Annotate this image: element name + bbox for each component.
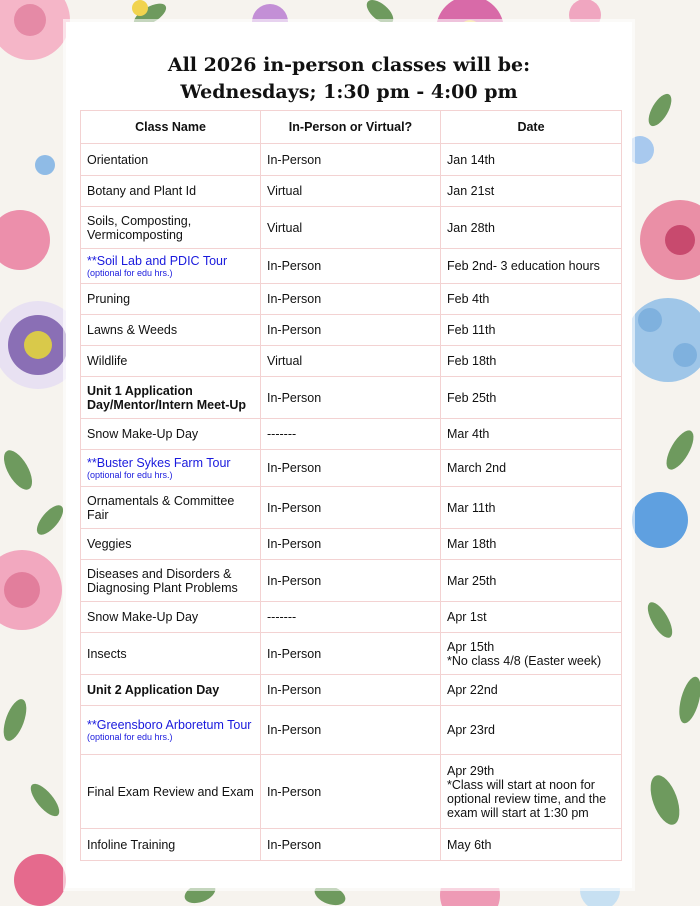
class-date: Feb 18th bbox=[441, 346, 622, 377]
class-mode: In-Person bbox=[261, 487, 441, 529]
class-date: Apr 29th bbox=[447, 763, 495, 778]
class-name: Pruning bbox=[81, 284, 261, 315]
class-mode: ------- bbox=[261, 602, 441, 633]
class-date: Feb 2nd- 3 education hours bbox=[441, 249, 622, 284]
table-row bbox=[81, 706, 622, 755]
header-mode: In-Person or Virtual? bbox=[261, 111, 441, 144]
optional-note: (optional for edu hrs.) bbox=[87, 470, 173, 480]
class-mode: In-Person bbox=[261, 284, 441, 315]
class-name: Infoline Training bbox=[81, 829, 261, 861]
table-row bbox=[81, 315, 622, 346]
date-note: *Class will start at noon for optional review time, and the exam will start at 1:30 pm bbox=[447, 777, 607, 820]
class-date: Mar 18th bbox=[441, 529, 622, 560]
class-date: Apr 1st bbox=[441, 602, 622, 633]
table-row bbox=[81, 284, 622, 315]
class-mode: In-Person bbox=[261, 144, 441, 176]
class-mode: Virtual bbox=[261, 176, 441, 207]
table-row bbox=[81, 419, 622, 450]
table-row bbox=[81, 560, 622, 602]
class-date: Apr 15th bbox=[447, 639, 495, 654]
class-date-cell bbox=[441, 755, 622, 829]
class-mode: Virtual bbox=[261, 207, 441, 249]
class-name: Insects bbox=[81, 633, 261, 675]
table-row bbox=[81, 144, 622, 176]
class-mode: In-Person bbox=[261, 450, 441, 487]
table-header-row bbox=[81, 111, 622, 144]
class-name: Botany and Plant Id bbox=[81, 176, 261, 207]
header-class-name: Class Name bbox=[81, 111, 261, 144]
class-mode: In-Person bbox=[261, 706, 441, 755]
table-row bbox=[81, 249, 622, 284]
heading-line-1: All 2026 in-person classes will be: bbox=[167, 54, 531, 76]
class-mode: In-Person bbox=[261, 377, 441, 419]
class-date: March 2nd bbox=[441, 450, 622, 487]
table-row bbox=[81, 450, 622, 487]
table-row bbox=[81, 633, 622, 675]
class-mode: In-Person bbox=[261, 829, 441, 861]
heading-line-2: Wednesdays; 1:30 pm - 4:00 pm bbox=[180, 81, 518, 103]
class-name: Unit 2 Application Day bbox=[81, 675, 261, 706]
class-mode: In-Person bbox=[261, 315, 441, 346]
class-date: Feb 4th bbox=[441, 284, 622, 315]
class-date: Feb 25th bbox=[441, 377, 622, 419]
schedule-panel bbox=[66, 22, 632, 888]
class-name: Orientation bbox=[81, 144, 261, 176]
table-row bbox=[81, 176, 622, 207]
class-name: Lawns & Weeds bbox=[81, 315, 261, 346]
class-date: May 6th bbox=[441, 829, 622, 861]
class-date: Apr 22nd bbox=[441, 675, 622, 706]
class-name-cell bbox=[81, 249, 261, 284]
class-date: Apr 23rd bbox=[441, 706, 622, 755]
class-name: Unit 1 Application Day/Mentor/Intern Meet-Up bbox=[81, 377, 261, 419]
class-name: Ornamentals & Committee Fair bbox=[81, 487, 261, 529]
class-name: Wildlife bbox=[81, 346, 261, 377]
class-date: Feb 11th bbox=[441, 315, 622, 346]
class-name-cell bbox=[81, 450, 261, 487]
table-row bbox=[81, 829, 622, 861]
optional-tour-link[interactable]: **Soil Lab and PDIC Tour bbox=[87, 254, 228, 268]
class-mode: ------- bbox=[261, 419, 441, 450]
class-name: Final Exam Review and Exam bbox=[81, 755, 261, 829]
optional-note: (optional for edu hrs.) bbox=[87, 268, 173, 278]
class-name-cell bbox=[81, 706, 261, 755]
class-name: Snow Make-Up Day bbox=[81, 602, 261, 633]
class-mode: In-Person bbox=[261, 529, 441, 560]
class-date: Mar 4th bbox=[441, 419, 622, 450]
table-row bbox=[81, 755, 622, 829]
class-date-cell bbox=[441, 633, 622, 675]
class-mode: Virtual bbox=[261, 346, 441, 377]
class-date: Mar 11th bbox=[441, 487, 622, 529]
optional-tour-link[interactable]: **Buster Sykes Farm Tour bbox=[87, 456, 231, 470]
table-row bbox=[81, 529, 622, 560]
optional-tour-link[interactable]: **Greensboro Arboretum Tour bbox=[87, 718, 252, 732]
schedule-heading bbox=[66, 52, 632, 106]
table-row bbox=[81, 377, 622, 419]
class-mode: In-Person bbox=[261, 249, 441, 284]
table-row bbox=[81, 346, 622, 377]
class-date: Jan 21st bbox=[441, 176, 622, 207]
table-row bbox=[81, 487, 622, 529]
header-date: Date bbox=[441, 111, 622, 144]
class-name: Veggies bbox=[81, 529, 261, 560]
table-row bbox=[81, 675, 622, 706]
class-mode: In-Person bbox=[261, 675, 441, 706]
class-date: Jan 28th bbox=[441, 207, 622, 249]
optional-note: (optional for edu hrs.) bbox=[87, 732, 173, 742]
class-name: Snow Make-Up Day bbox=[81, 419, 261, 450]
class-date: Mar 25th bbox=[441, 560, 622, 602]
class-mode: In-Person bbox=[261, 633, 441, 675]
class-mode: In-Person bbox=[261, 755, 441, 829]
class-name: Diseases and Disorders & Diagnosing Plant Problems bbox=[81, 560, 261, 602]
class-date: Jan 14th bbox=[441, 144, 622, 176]
date-note: *No class 4/8 (Easter week) bbox=[447, 653, 602, 668]
table-row bbox=[81, 602, 622, 633]
class-mode: In-Person bbox=[261, 560, 441, 602]
table-row bbox=[81, 207, 622, 249]
class-name: Soils, Composting, Vermicomposting bbox=[81, 207, 261, 249]
class-schedule-table bbox=[80, 110, 622, 861]
